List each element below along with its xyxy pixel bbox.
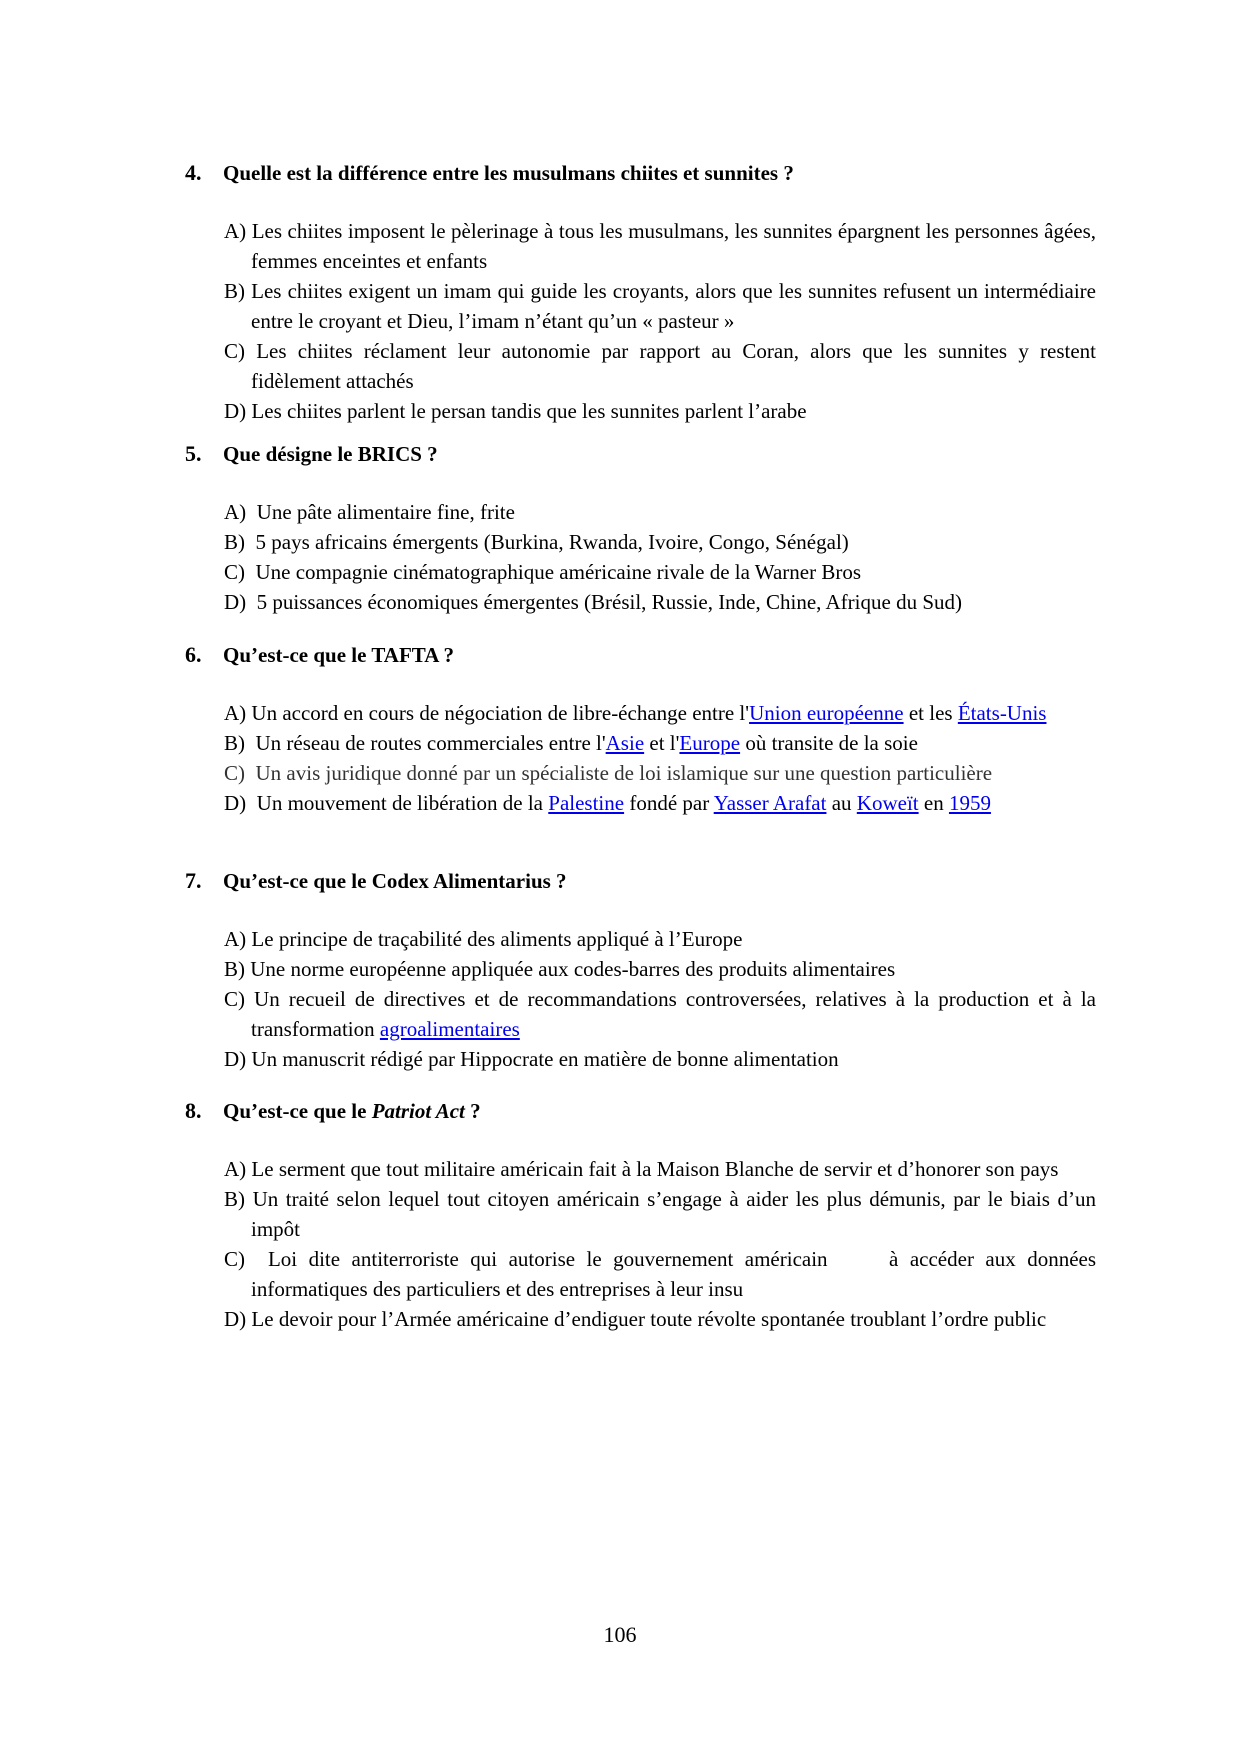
answer-letter: C) bbox=[224, 560, 245, 584]
answer-text: Un traité selon lequel tout citoyen américain s’engage à aider les plus démunis, par le biais d’un impôt bbox=[251, 1187, 1096, 1241]
answer-letter: D) bbox=[224, 1047, 247, 1071]
answer-c bbox=[224, 984, 1096, 1044]
link-agroalimentaires[interactable]: agroalimentaires bbox=[379, 1017, 520, 1041]
answer-text: Un recueil de directives et de recommandations controversées, relatives à la production et à la transformation bbox=[251, 987, 1096, 1041]
answer-text: Un réseau de routes commerciales entre l' bbox=[255, 731, 606, 755]
question-text-italic: Patriot Act bbox=[371, 1099, 465, 1123]
answer-b bbox=[224, 954, 1096, 984]
answer-list bbox=[224, 1154, 1096, 1334]
question-title bbox=[185, 160, 794, 186]
question-text: Qu’est-ce que le bbox=[223, 1099, 372, 1123]
answer-text: Le devoir pour l’Armée américaine d’endiguer toute révolte spontanée troublant l’ordre public bbox=[251, 1307, 1047, 1331]
answer-text: Un accord en cours de négociation de libre-échange entre l' bbox=[251, 701, 750, 725]
answer-d bbox=[224, 1304, 1096, 1334]
answer-letter: A) bbox=[224, 1157, 247, 1181]
answer-b bbox=[224, 1184, 1096, 1244]
answer-text: Les chiites réclament leur autonomie par rapport au Coran, alors que les sunnites y restent fidèlement attachés bbox=[251, 339, 1097, 393]
answer-text: Un mouvement de libération de la bbox=[256, 791, 549, 815]
answer-letter: A) bbox=[224, 219, 247, 243]
question-number: 8. bbox=[185, 1098, 202, 1123]
answer-b bbox=[224, 276, 1096, 336]
answer-text: et l' bbox=[644, 731, 680, 755]
answer-list bbox=[224, 924, 1096, 1074]
answer-text: 5 puissances économiques émergentes (Brésil, Russie, Inde, Chine, Afrique du Sud) bbox=[256, 590, 962, 614]
question-title bbox=[185, 868, 567, 894]
answer-text: Un manuscrit rédigé par Hippocrate en matière de bonne alimentation bbox=[251, 1047, 839, 1071]
answer-text: Les chiites parlent le persan tandis que les sunnites parlent l’arabe bbox=[251, 399, 807, 423]
answer-letter: C) bbox=[224, 761, 245, 785]
answer-b bbox=[224, 728, 1096, 758]
answer-a bbox=[224, 924, 1096, 954]
answer-a bbox=[224, 698, 1096, 728]
answer-text: Une pâte alimentaire fine, frite bbox=[256, 500, 515, 524]
answer-list bbox=[224, 497, 1096, 617]
answer-text: Loi dite antiterroriste qui autorise le gouvernement américain bbox=[267, 1247, 828, 1271]
answer-d bbox=[224, 788, 1096, 818]
link-etats-unis[interactable]: États-Unis bbox=[957, 701, 1047, 725]
answer-letter: B) bbox=[224, 530, 245, 554]
question-title bbox=[185, 441, 438, 467]
answer-a bbox=[224, 497, 1096, 527]
answer-text: fondé par bbox=[624, 791, 714, 815]
answer-a bbox=[224, 1154, 1096, 1184]
question-title bbox=[185, 1098, 481, 1124]
answer-letter: D) bbox=[224, 590, 247, 614]
question-text: ? bbox=[464, 1099, 481, 1123]
answer-text: Les chiites imposent le pèlerinage à tous les musulmans, les sunnites épargnent les personnes âgées, femmes enceintes et enfants bbox=[251, 219, 1097, 273]
answer-text: au bbox=[826, 791, 857, 815]
question-number: 7. bbox=[185, 868, 202, 893]
question-text: Quelle est la différence entre les musulmans chiites et sunnites ? bbox=[223, 161, 794, 185]
answer-c bbox=[224, 1244, 1096, 1304]
answer-letter: D) bbox=[224, 1307, 247, 1331]
link-1959[interactable]: 1959 bbox=[948, 791, 991, 815]
answer-c bbox=[224, 557, 1096, 587]
question-text: Qu’est-ce que le Codex Alimentarius ? bbox=[223, 869, 567, 893]
answer-letter: B) bbox=[224, 279, 245, 303]
question-title bbox=[185, 642, 454, 668]
answer-c bbox=[224, 758, 1096, 788]
question-text: Qu’est-ce que le TAFTA ? bbox=[223, 643, 454, 667]
answer-letter: B) bbox=[224, 1187, 245, 1211]
question-number: 4. bbox=[185, 160, 202, 185]
link-palestine[interactable]: Palestine bbox=[548, 791, 625, 815]
answer-letter: B) bbox=[224, 957, 245, 981]
answer-text: Le serment que tout militaire américain fait à la Maison Blanche de servir et d’honorer son pays bbox=[251, 1157, 1059, 1181]
question-number: 5. bbox=[185, 441, 202, 466]
answer-list bbox=[224, 698, 1096, 818]
answer-text: 5 pays africains émergents (Burkina, Rwanda, Ivoire, Congo, Sénégal) bbox=[255, 530, 849, 554]
answer-list bbox=[224, 216, 1096, 426]
answer-d bbox=[224, 587, 1096, 617]
answer-letter: A) bbox=[224, 500, 247, 524]
answer-letter: C) bbox=[224, 1247, 245, 1271]
link-europe[interactable]: Europe bbox=[679, 731, 741, 755]
link-yasser-arafat[interactable]: Yasser Arafat bbox=[713, 791, 827, 815]
answer-text: Un avis juridique donné par un spécialiste de loi islamique sur une question particulière bbox=[255, 761, 993, 785]
answer-letter: C) bbox=[224, 987, 245, 1011]
answer-text: où transite de la soie bbox=[740, 731, 918, 755]
answer-letter: C) bbox=[224, 339, 245, 363]
answer-letter: A) bbox=[224, 927, 247, 951]
question-number: 6. bbox=[185, 642, 202, 667]
answer-letter: A) bbox=[224, 701, 247, 725]
answer-text: Le principe de traçabilité des aliments appliqué à l’Europe bbox=[251, 927, 743, 951]
answer-b bbox=[224, 527, 1096, 557]
answer-letter: D) bbox=[224, 791, 247, 815]
answer-d bbox=[224, 1044, 1096, 1074]
answer-text: à accéder aux données informatiques des particuliers et des entreprises à leur insu bbox=[251, 1247, 1097, 1301]
link-koweit[interactable]: Koweït bbox=[856, 791, 919, 815]
answer-a bbox=[224, 216, 1096, 276]
answer-text: Une norme européenne appliquée aux codes-barres des produits alimentaires bbox=[250, 957, 896, 981]
question-text: Que désigne le BRICS ? bbox=[223, 442, 438, 466]
answer-d bbox=[224, 396, 1096, 426]
answer-c bbox=[224, 336, 1096, 396]
page-number: 106 bbox=[603, 1622, 637, 1647]
answer-letter: D) bbox=[224, 399, 247, 423]
answer-text: Les chiites exigent un imam qui guide les croyants, alors que les sunnites refusent un intermédiaire entre le croyant et Dieu, l’imam n’étant qu’un « pasteur » bbox=[251, 279, 1096, 333]
answer-text: et les bbox=[903, 701, 958, 725]
link-asie[interactable]: Asie bbox=[605, 731, 645, 755]
answer-text: en bbox=[918, 791, 949, 815]
answer-text: Une compagnie cinématographique américaine rivale de la Warner Bros bbox=[255, 560, 861, 584]
answer-letter: B) bbox=[224, 731, 245, 755]
link-union-europeenne[interactable]: Union européenne bbox=[749, 701, 904, 725]
